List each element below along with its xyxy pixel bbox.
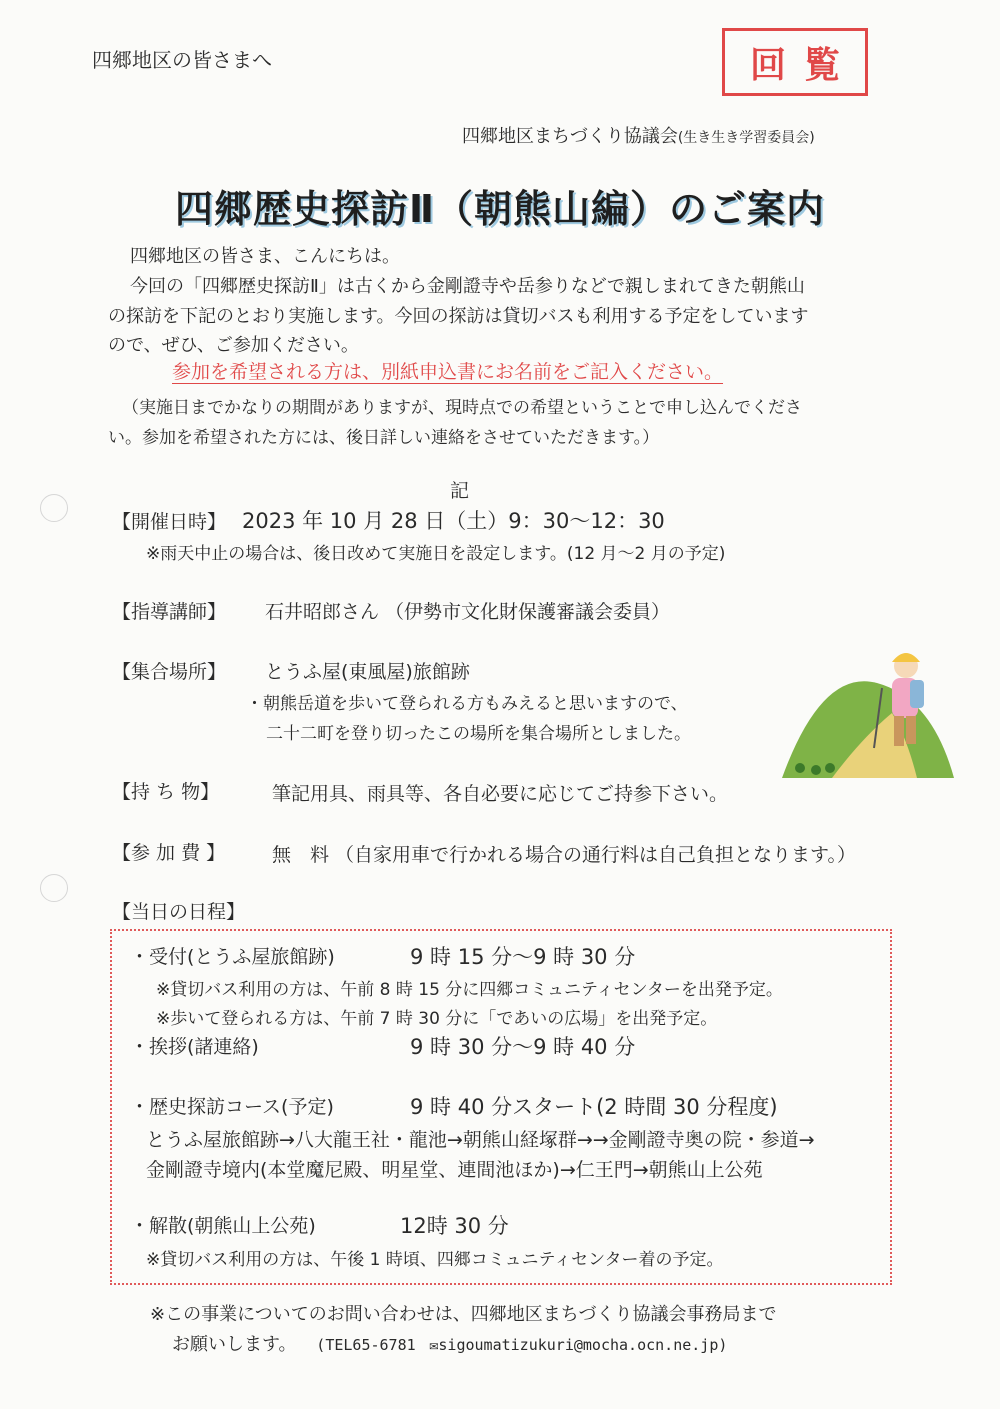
fee-label: 【参 加 費 】 [112, 842, 226, 864]
intro-line-1: 四郷地区の皆さま、こんにちは。 [130, 246, 400, 267]
course-time: 9 時 40 分スタート(2 時間 30 分程度) [410, 1095, 778, 1119]
application-emphasis: 参加を希望される方は、別紙申込書にお名前をご記入ください。 [172, 361, 724, 383]
ki-marker: 記 [450, 480, 470, 502]
course-route-1: とうふ屋旅館跡→八大龍王社・龍池→朝熊山経塚群→→金剛證寺奥の院・参道→ [146, 1129, 815, 1151]
intro-line-4: ので、ぜひ、ご参加ください。 [108, 335, 359, 356]
reception-name: ・受付(とうふ屋旅館跡) [130, 946, 335, 968]
organization [462, 122, 815, 148]
organization-sub: (生き生き学習委員会) [677, 130, 815, 146]
place-note-2: 二十二町を登り切ったこの場所を集合場所としました。 [266, 724, 691, 744]
contact-line-2 [172, 1330, 727, 1356]
dismiss-time: 12時 30 分 [400, 1214, 509, 1238]
hiker-illustration [782, 628, 954, 788]
intro-line-3: の探訪を下記のとおり実施します。今回の探訪は貸切バスも利用する予定をしています [108, 306, 809, 327]
place-label: 【集合場所】 [112, 661, 227, 683]
dismiss-note: ※貸切バス利用の方は、午後 1 時頃、四郷コミュニティセンター着の予定。 [146, 1250, 724, 1270]
date-label: 【開催日時】 [112, 511, 227, 533]
organization-name: 四郷地区まちづくり協議会 [462, 126, 678, 147]
place-note-1: ・朝熊岳道を歩いて登られる方もみえると思いますので、 [246, 694, 688, 714]
contact-tel: (TEL65-6781 [316, 1336, 416, 1354]
fee-value: 無 料 （自家用車で行かれる場合の通行料は自己負担となります。） [272, 844, 857, 866]
addressee: 四郷地区の皆さまへ [92, 48, 272, 72]
instructor-label: 【指導講師】 [112, 601, 227, 623]
greeting-time: 9 時 30 分〜9 時 40 分 [410, 1035, 636, 1059]
contact-request: お願いします。 [172, 1334, 297, 1355]
intro-note-1: （実施日までかなりの期間がありますが、現時点での希望ということで申し込んでくださ [122, 398, 802, 418]
instructor-value: 石井昭郎さん （伊勢市文化財保護審議会委員） [265, 601, 671, 623]
contact-line-1: ※この事業についてのお問い合わせは、四郷地区まちづくり協議会事務局まで [150, 1304, 777, 1325]
reception-note-1: ※貸切バス利用の方は、午前 8 時 15 分に四郷コミュニティセンターを出発予定。 [156, 980, 783, 1000]
punch-hole [40, 874, 68, 902]
reception-note-2: ※歩いて登られる方は、午前 7 時 30 分に「であいの広場」を出発予定。 [156, 1009, 718, 1029]
date-note: ※雨天中止の場合は、後日改めて実施日を設定します。(12 月〜2 月の予定) [146, 544, 726, 564]
reception-time: 9 時 15 分〜9 時 30 分 [410, 945, 636, 969]
contact-email: ✉sigoumatizukuri@mocha.ocn.ne.jp) [429, 1336, 728, 1354]
intro-line-2: 今回の「四郷歴史探訪Ⅱ」は古くから金剛證寺や岳参りなどで親しまれてきた朝熊山 [130, 276, 805, 297]
dismiss-name: ・解散(朝熊山上公苑) [130, 1215, 316, 1237]
items-label: 【持 ち 物】 [112, 781, 220, 803]
greeting-name: ・挨拶(諸連絡) [130, 1036, 259, 1058]
intro-note-2: い。参加を希望された方には、後日詳しい連絡をさせていただきます。） [108, 428, 660, 448]
place-value: とうふ屋(東風屋)旅館跡 [265, 661, 470, 683]
date-value: 2023 年 10 月 28 日（土）9：30〜12：30 [242, 509, 665, 533]
schedule-label: 【当日の日程】 [112, 901, 246, 923]
punch-hole [40, 494, 68, 522]
course-name: ・歴史探訪コース(予定) [130, 1096, 334, 1118]
page-title: 四郷歴史探訪Ⅱ（朝熊山編）のご案内 [174, 187, 826, 231]
course-route-2: 金剛證寺境内(本堂魔尼殿、明星堂、連間池ほか)→仁王門→朝熊山上公苑 [146, 1159, 763, 1181]
items-value: 筆記用具、雨具等、各自必要に応じてご持参下さい。 [272, 783, 729, 805]
circulation-stamp: 回覧 [722, 28, 868, 96]
